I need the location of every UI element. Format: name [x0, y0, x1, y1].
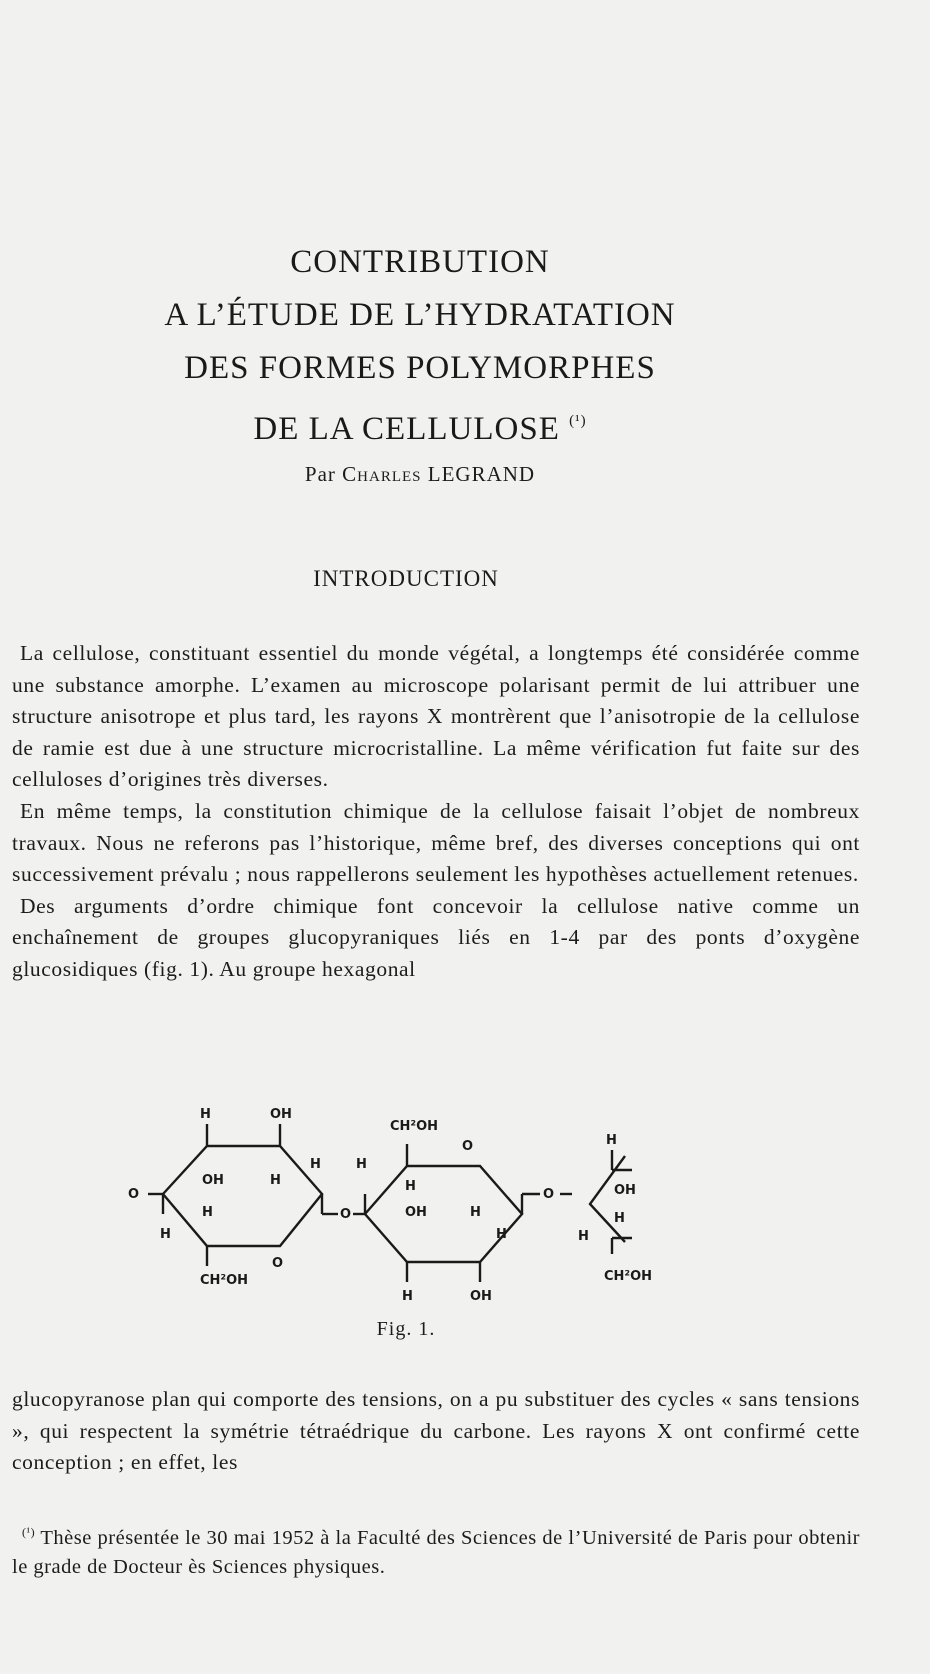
atom-label: O [462, 1139, 474, 1154]
body-text-before-figure [12, 638, 860, 986]
atom-label: H [402, 1289, 413, 1304]
atom-label: CH²OH [604, 1269, 653, 1284]
paragraph: La cellulose, constituant essentiel du monde végétal, a longtemps été considérée comme une substance amorphe. L’examen au microscope polarisant permit de lui attribuer une structure anisotrope et plus tard, les rayons X montrèrent que l’anisotropie de la cellulose de ramie est due à une structure microcristalline. La même vérification fut faite sur des celluloses d’origines très diverses. [12, 641, 860, 792]
section-heading: INTRODUCTION [313, 566, 499, 591]
title-footnote-mark: (¹) [569, 413, 587, 429]
atom-label: H [270, 1173, 281, 1188]
atom-label: OH [470, 1289, 492, 1304]
atom-label: H [356, 1157, 367, 1172]
atom-label: O [128, 1187, 140, 1202]
title-line: A L’ÉTUDE DE L’HYDRATATION [164, 297, 676, 333]
atom-label: H [606, 1133, 617, 1148]
atom-label: O [543, 1187, 555, 1202]
paragraph: Des arguments d’ordre chimique font concevoir la cellulose native comme un enchaînement de groupes glucopyraniques liés en 1-4 par des ponts d’oxygène glucosidiques (fig. 1). Au groupe hexagonal [12, 893, 860, 981]
footnote [12, 1518, 860, 1582]
atom-label: CH²OH [200, 1273, 249, 1288]
ring-2-bond [365, 1166, 522, 1262]
atom-label: OH [270, 1107, 292, 1122]
atom-label: H [310, 1157, 321, 1172]
atom-label: OH [614, 1183, 636, 1198]
title-line: CONTRIBUTION [290, 244, 550, 280]
atom-label: OH [202, 1173, 224, 1188]
atom-label: H [496, 1227, 507, 1242]
paragraph: En même temps, la constitution chimique de la cellulose faisait l’objet de nombreux travaux. Nous ne referons pas l’historique, même bref, des diverses conceptions qui ont successivement prévalu ; nous rappellerons seulement les hypothèses actuellement retenues. [12, 798, 860, 887]
atom-label: H [578, 1229, 589, 1244]
article-title [0, 236, 840, 456]
figure-caption: Fig. 1. [376, 1318, 436, 1340]
title-line: DES FORMES POLYMORPHES [184, 350, 656, 386]
atom-label: H [614, 1211, 625, 1226]
atom-label: H [405, 1179, 416, 1194]
title-line [0, 395, 840, 456]
author-last-name: LEGRAND [427, 462, 536, 486]
author-line [0, 462, 840, 487]
paragraph: glucopyranose plan qui comporte des tensions, on a pu substituer des cycles « sans tensions », qui respectent la symétrie tétraédrique du carbone. Les rayons X ont confirmé cette conception ; en effet, les [12, 1387, 860, 1475]
footnote-text: Thèse présentée le 30 mai 1952 à la Faculté des Sciences de l’Université de Paris pour obtenir le grade de Docteur ès Sciences physiques. [12, 1526, 860, 1578]
atom-label: O [340, 1207, 352, 1222]
atom-label: H [200, 1107, 211, 1122]
body-text-after-figure [12, 1384, 860, 1479]
atom-label: OH [405, 1205, 427, 1220]
author-prefix: Par [304, 462, 336, 486]
ring-1-bond [163, 1146, 322, 1246]
atom-label: H [160, 1227, 171, 1242]
cellulose-chain-diagram [120, 1090, 720, 1310]
footnote-mark: (¹) [22, 1525, 36, 1539]
title-line-text: DE LA CELLULOSE [253, 411, 560, 447]
atom-label: O [272, 1256, 284, 1271]
author-first-name: Charles [342, 462, 422, 486]
atom-label: H [470, 1205, 481, 1220]
cellulose-structure-figure [120, 1090, 720, 1314]
atom-label: CH²OH [390, 1119, 439, 1134]
footnote-paragraph [12, 1518, 860, 1582]
atom-label: H [202, 1205, 213, 1220]
